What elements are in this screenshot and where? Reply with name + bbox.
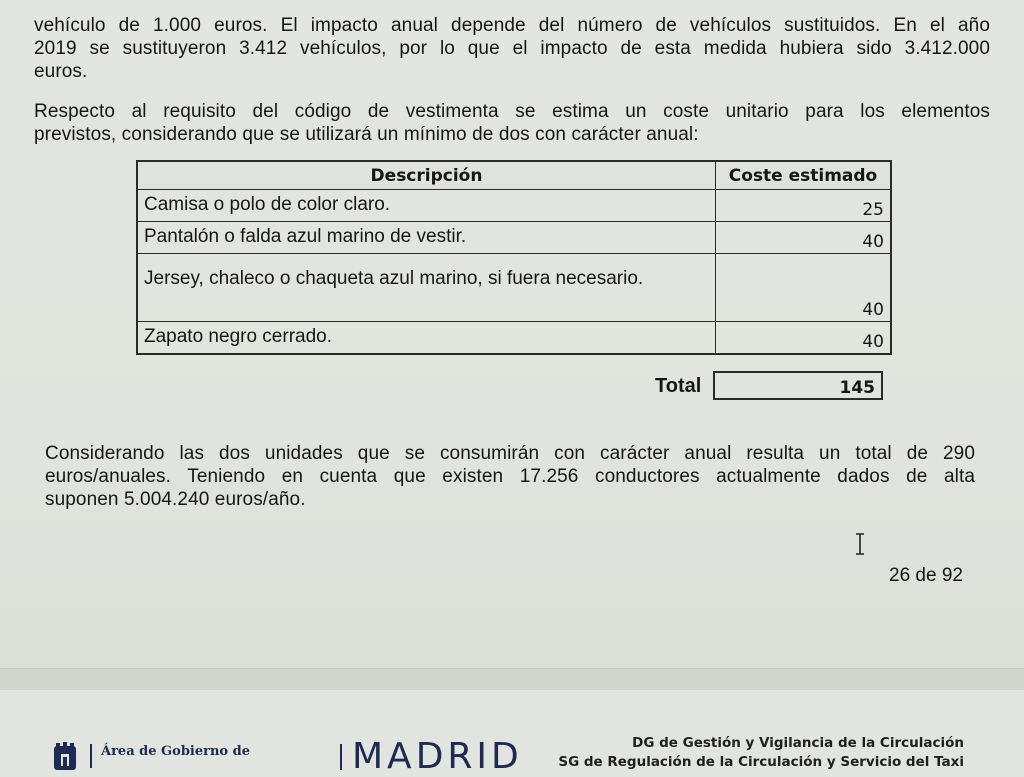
cell-cost: 40 [716,254,892,322]
cell-cost: 40 [716,322,892,355]
footer-sg-line: SG de Regulación de la Circulación y Servicio del Taxi [558,754,964,770]
paragraph-vehicle-impact [34,14,990,83]
total-value: 145 [713,371,883,400]
text-cursor-icon [853,532,867,556]
table-row [137,222,891,254]
text-line: 2019 se sustituyeron 3.412 vehículos, por lo que el impacto de esta medida hubiera sido 3.412.000 [34,38,990,59]
footer-dg-line: DG de Gestión y Vigilancia de la Circulación [632,735,964,751]
total-label: Total [655,375,702,397]
cell-description: Zapato negro cerrado. [137,322,716,355]
paragraph-conclusion [45,442,975,511]
text-line: previstos, considerando que se utilizará un mínimo de dos con carácter anual: [34,124,699,145]
header-description: Descripción [137,161,716,190]
footer-divider [90,744,92,768]
cell-cost: 40 [716,222,892,254]
cost-table [136,160,892,355]
table-header-row [137,161,891,190]
cell-description: Camisa o polo de color claro. [137,190,716,222]
page-number: 26 de 92 [889,565,963,586]
footer-separator [0,668,1024,691]
table-row [137,254,891,322]
table-row [137,322,891,355]
madrid-logo-text: MADRID [352,736,523,777]
footer-department [558,734,964,772]
text-line: vehículo de 1.000 euros. El impacto anual depende del número de vehículos sustituidos. En el año [34,15,990,36]
paragraph-dress-code [34,100,990,146]
footer-area-text: Área de Gobierno de [101,744,250,759]
cell-cost: 25 [716,190,892,222]
header-cost: Coste estimado [716,161,892,190]
footer-divider [340,744,342,770]
text-line: suponen 5.004.240 euros/año. [45,489,306,510]
text-line: Respecto al requisito del código de vestimenta se estima un coste unitario para los elementos [34,101,990,122]
cell-description: Pantalón o falda azul marino de vestir. [137,222,716,254]
text-line: euros. [34,61,88,82]
text-line: euros/anuales. Teniendo en cuenta que existen 17.256 conductores actualmente dados de alta [45,466,975,487]
cell-description: Jersey, chaleco o chaqueta azul marino, si fuera necesario. [137,254,716,322]
text-line: Considerando las dos unidades que se consumirán con carácter anual resulta un total de 290 [45,443,975,464]
table-row [137,190,891,222]
